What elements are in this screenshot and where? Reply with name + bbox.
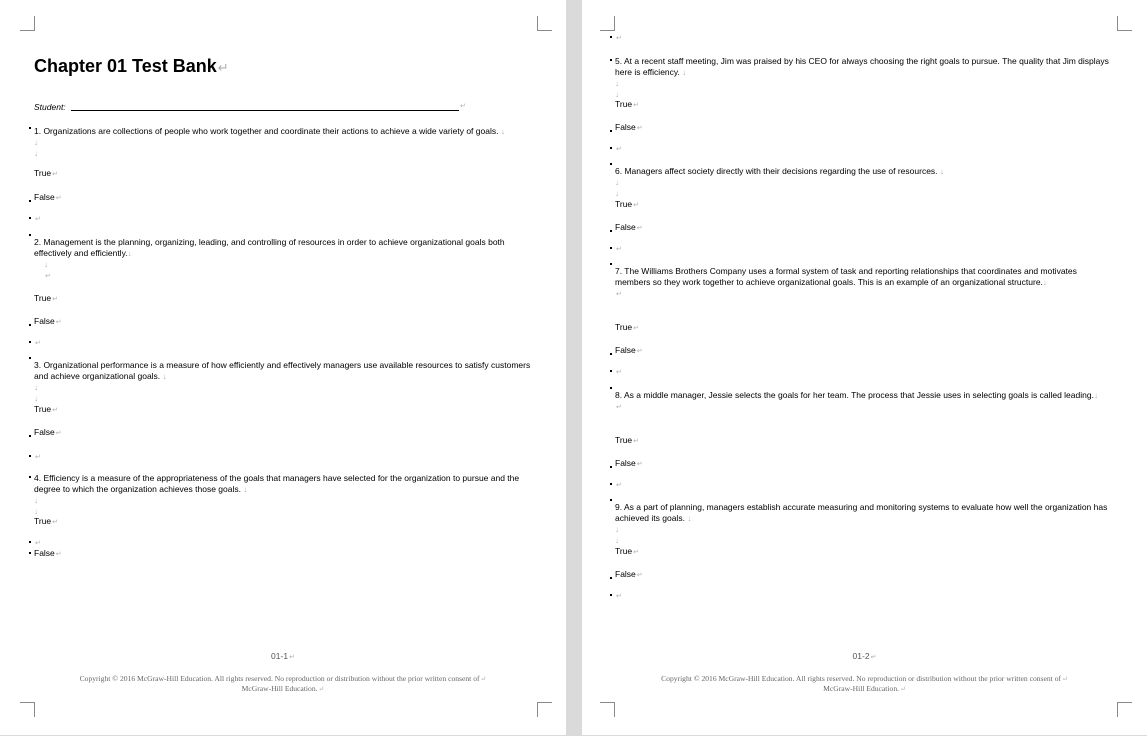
empty-paragraph: ↵ xyxy=(615,243,1110,255)
crop-mark xyxy=(1117,16,1132,31)
empty-paragraph: ↵ xyxy=(615,590,1110,602)
document-title[interactable]: Chapter 01 Test Bank↵ xyxy=(34,56,229,76)
document-page-2 xyxy=(582,0,1147,735)
crop-mark xyxy=(20,16,35,31)
crop-mark xyxy=(537,702,552,717)
answer-true[interactable]: True↵ xyxy=(34,404,59,414)
answer-true[interactable]: True↵ xyxy=(615,435,640,445)
paragraph-mark: ↵ xyxy=(460,103,466,110)
empty-paragraph: ↵ xyxy=(34,451,41,463)
answer-false[interactable]: False↵ xyxy=(615,569,1110,581)
empty-paragraph: ↵ xyxy=(615,366,1110,378)
crop-mark xyxy=(537,16,552,31)
crop-mark xyxy=(600,702,615,717)
answer-true[interactable]: True↵ xyxy=(615,99,640,109)
question-9[interactable]: 9. As a part of planning, managers establish accurate measuring and monitoring systems to evaluate how well the organization has achieved its goals. ↓ ↓ ↓ xyxy=(615,502,1110,546)
answer-false[interactable]: False↵ xyxy=(615,122,1110,134)
question-7[interactable]: 7. The Williams Brothers Company uses a formal system of task and reporting relationships that coordinates and motivates members so they work together to achieve organizational goals. This is an example of an organizational structure.↓ ↵ xyxy=(615,266,1110,300)
question-2[interactable]: 2. Management is the planning, organizing, leading, and controlling of resources in order to achieve organizational goals both effectively and efficiently.↓ ↓ ↵ xyxy=(34,237,539,282)
question-6[interactable]: 6. Managers affect society directly with their decisions regarding the use of resources. ↓ ↓ ↓ xyxy=(615,166,1110,199)
student-name-line[interactable] xyxy=(71,110,459,111)
crop-mark xyxy=(600,16,615,31)
empty-paragraph: ↵ xyxy=(615,32,1110,44)
question-5[interactable]: 5. At a recent staff meeting, Jim was praised by his CEO for always choosing the right goals to pursue. The quality that Jim displays here is efficiency. ↓ ↓ ↓ xyxy=(615,56,1110,100)
document-page-1 xyxy=(0,0,566,735)
empty-paragraph: ↵ xyxy=(615,479,1110,491)
question-4[interactable]: 4. Efficiency is a measure of the appropriateness of the goals that managers have selected for the organization to pursue and the degree to which the organization achieves those goals. ↓ ↓ ↓ xyxy=(34,473,539,517)
student-label: Student: xyxy=(34,102,66,112)
answer-true[interactable]: True↵ xyxy=(615,546,640,556)
answer-false[interactable]: False↵ xyxy=(34,316,62,328)
answer-true[interactable]: True↵ xyxy=(34,168,59,178)
question-3[interactable]: 3. Organizational performance is a measure of how efficiently and effectively managers use available resources to satisfy customers and achieve organizational goals. ↓ ↓ ↓ xyxy=(34,360,539,404)
answer-false[interactable]: False↵ xyxy=(34,427,62,439)
answer-false[interactable]: False↵ xyxy=(615,458,1110,470)
empty-paragraph: ↵ xyxy=(34,537,41,549)
answer-true[interactable]: True↵ xyxy=(615,322,640,332)
answer-false[interactable]: False↵ xyxy=(615,222,1110,234)
answer-true[interactable]: True↵ xyxy=(34,293,59,303)
copyright-notice: Copyright © 2016 McGraw-Hill Education. All rights reserved. No reproduction or distribution without the prior written consent of↵ McGraw-Hill Education.↵ xyxy=(661,674,1068,693)
answer-false[interactable]: False↵ xyxy=(615,345,1110,357)
answer-true[interactable]: True↵ xyxy=(34,516,59,526)
empty-paragraph: ↵ xyxy=(34,337,41,349)
crop-mark xyxy=(20,702,35,717)
answer-true[interactable]: True↵ xyxy=(615,199,640,209)
empty-paragraph: ↵ xyxy=(615,143,1110,155)
empty-paragraph: ↵ xyxy=(34,213,41,225)
crop-mark xyxy=(1117,702,1132,717)
page-number: 01-1↵ xyxy=(271,651,295,661)
answer-false[interactable]: False↵ xyxy=(34,548,62,560)
page-number: 01-2↵ xyxy=(852,651,877,661)
copyright-notice: Copyright © 2016 McGraw-Hill Education. All rights reserved. No reproduction or distribution without the prior written consent of↵ McGraw-Hill Education.↵ xyxy=(79,674,487,693)
question-8[interactable]: 8. As a middle manager, Jessie selects the goals for her team. The process that Jessie uses in selecting goals is called leading.↓ ↵ xyxy=(615,390,1110,413)
answer-false[interactable]: False↵ xyxy=(34,192,62,204)
question-1[interactable]: 1. Organizations are collections of people who work together and coordinate their actions to achieve a wide variety of goals. ↓ ↓ ↓ xyxy=(34,126,539,159)
